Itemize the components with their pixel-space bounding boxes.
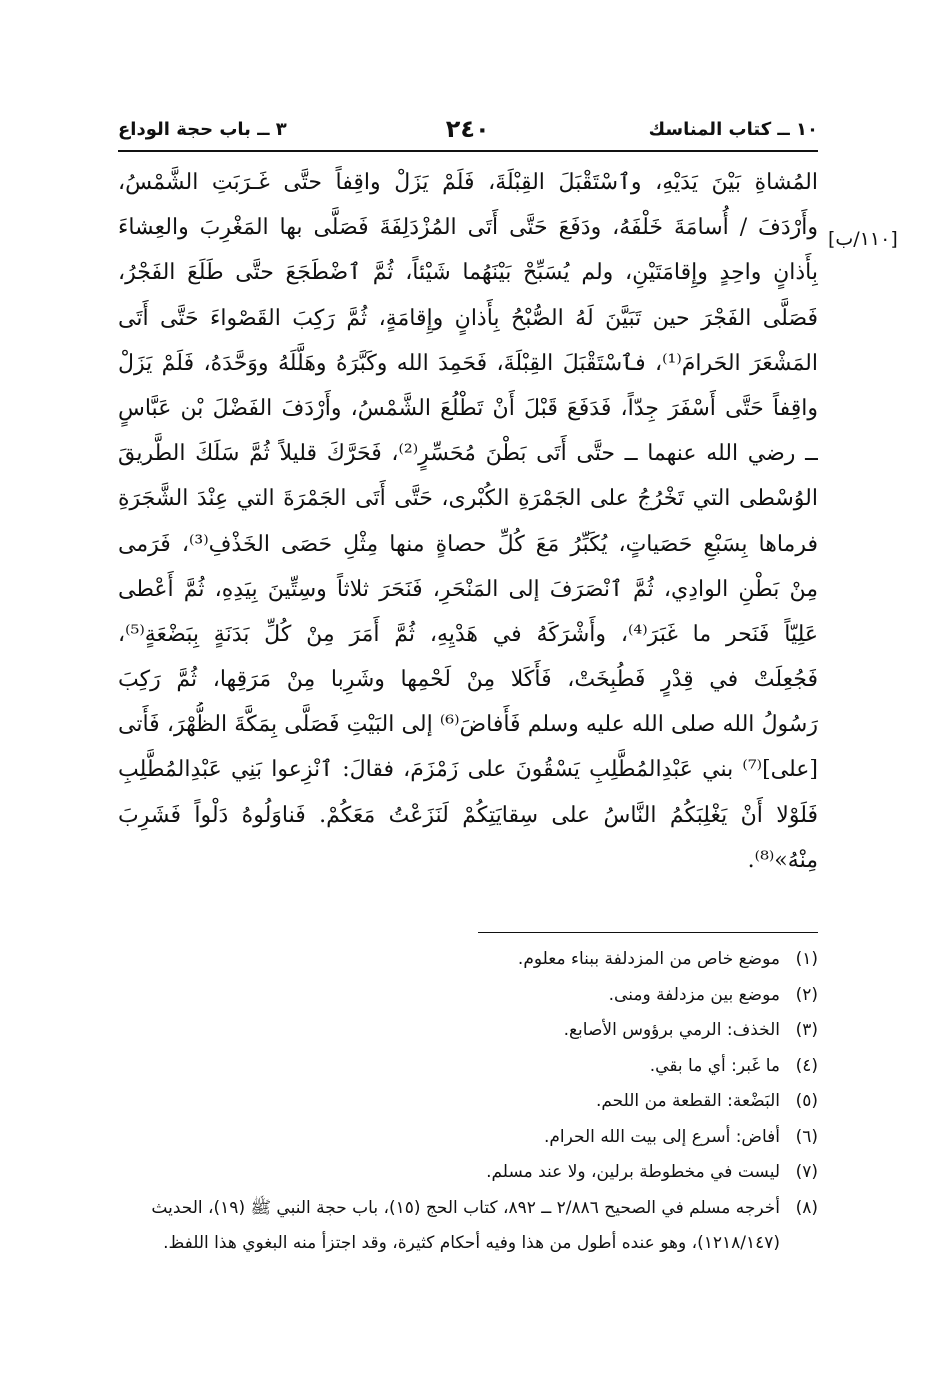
footnote (150, 1013, 818, 1049)
footnote-number: (١) (795, 949, 818, 969)
text-line: المُشاةِ بَيْنَ يَدَيْهِ، وٱسْتَقْبَلَ القِبْلَةَ، فَلَمْ يَزَلْ واقِفاً حتَّى غَـرَبَتِ الشَّمْسُ، (118, 170, 818, 195)
text-line: رَسُولُ الله صلى الله عليه وسلم فَأَفاضَ⁽⁶⁾ إلى البَيْتِ فَصَلَّى بِمَكَّةَ الظُّهْرَ، فَأَتى (118, 712, 818, 738)
manuscript-folio-note: [١١٠/ب] (828, 228, 898, 250)
text-line: فَلَوْلا أَنْ يَغْلِبَكُمُ النَّاسُ على سِقايَتِكُمْ لَنَزَعْتُ مَعَكُمْ. فَناوَلُوهُ دَلْواً فَشَرِبَ (118, 802, 818, 828)
text-line: [على]⁽⁷⁾ بني عَبْدِالمُطَّلِبِ يَسْقُونَ على زَمْزَمَ، فقالَ: ٱنْزِعوا بَنِي عَبْدِالمُطَّلِبِ (118, 757, 818, 783)
chapter-title: ١٠ ــ كتاب المناسك (648, 118, 818, 140)
footnote-number: (٨) (795, 1197, 818, 1218)
footnote (150, 1155, 818, 1191)
footnote-text: ليست في مخطوطة برلين، ولا عند مسلم. (486, 1162, 780, 1182)
footnote-number: (٣) (795, 1020, 818, 1040)
footnote (150, 1191, 818, 1262)
footnote-text: موضع خاص من المزدلفة ببناء معلوم. (517, 949, 780, 969)
running-header (118, 112, 818, 146)
text-line: ــ رضي الله عنهما ــ حتَّى أَتَى بَطْنَ مُحَسِّرٍ⁽²⁾، فَحَرَّكَ قليلاً ثُمَّ سَلَكَ الطَّريقَ (118, 441, 818, 467)
section-title: ٣ ــ باب حجة الوداع (118, 118, 287, 140)
footnotes (150, 942, 818, 1262)
footnote-text: ما غَبر: أي ما بقي. (649, 1055, 780, 1076)
page-number: ٢٤٠ (445, 115, 490, 143)
footnote-number: (٥) (795, 1091, 818, 1111)
text-line: فرماها بِسَبْعِ حَصَياتٍ، يُكَبِّرُ مَعَ كُلِّ حصاةٍ منها مِثْلِ حَصَى الخَذْفِ⁽³⁾، فَرَمى (118, 531, 818, 557)
footnote-text: الخذف: الرمي برؤوس الأصابع. (563, 1020, 780, 1040)
footnote (150, 1084, 818, 1120)
footnote-number: (٢) (795, 984, 818, 1005)
footnote (150, 978, 818, 1014)
footnote-number: (٤) (795, 1055, 818, 1076)
footnote-text: البَضْعة: القطعة من اللحم. (595, 1091, 780, 1111)
text-line: فَصَلَّى الفَجْرَ حين تَبَيَّنَ لَهُ الصُّبْحُ بِأَذانٍ وإِقامَةٍ، ثُمَّ رَكِبَ القَصْواءَ حَتَّى أَتَى (118, 305, 818, 331)
text-line: المَشْعَرَ الحَرامَ⁽¹⁾، فٱسْتَقْبَلَ القِبْلَةَ، فَحَمِدَ الله وكَبَّرَهُ وهَلَّلَهُ ووَحَّدَهُ، فَلَمْ يَزَلْ (118, 350, 818, 376)
footnote-text: أخرجه مسلم في الصحيح ٢/٨٨٦ ــ ٨٩٢، كتاب الحج (١٥)، باب حجة النبي ﷺ (١٩)، الحديث (١٢١٨/١٤٧)، وهو عنده أطول من هذا وفيه أحكام كثيرة، وقد اجتزأ منه البغوي هذا اللفظ. (151, 1197, 780, 1253)
footnote (150, 1120, 818, 1156)
footnote (150, 1049, 818, 1085)
footnote-text: أفاض: أسرع إلى بيت الله الحرام. (544, 1126, 780, 1147)
main-text (118, 160, 818, 883)
text-line: واقِفاً حَتَّى أَسْفَرَ جِدّاً، فَدَفَعَ قَبْلَ أَنْ تَطْلُعَ الشَّمْسُ، وأَرْدَفَ الفَضْلَ بْن عَبَّاسٍ (118, 395, 818, 421)
text-line: فَجُعِلَتْ في قِدْرٍ فَطُبِخَتْ، فَأَكَلا مِنْ لَحْمِها وشَرِبا مِنْ مَرَقِها، ثُمَّ رَكِبَ (118, 667, 818, 693)
text-line: بِأَذانٍ واحِدٍ وإِقامَتَيْنِ، ولم يُسَبِّحْ بَيْنَهُما شَيْئاً، ثُمَّ ٱضْطَجَعَ حتَّى طَلَعَ الفَجْرُ، (118, 260, 818, 286)
text-line: الوُسْطى التي تَخْرُجُ على الجَمْرَةِ الكُبْرى، حَتَّى أَتَى الجَمْرَةَ التي عِنْدَ الشَّجَرَةِ (118, 486, 818, 512)
text-line: عَلِيّاً فَنَحر ما غَبَرَ⁽⁴⁾، وأَشْرَكَهُ في هَدْيِهِ، ثُمَّ أَمَرَ مِنْ كُلِّ بَدَنَةٍ بِبَضْعَةٍ⁽⁵⁾، (118, 621, 818, 647)
header-rule (118, 150, 818, 152)
footnote-text: موضع بين مزدلفة ومنى. (608, 984, 780, 1005)
footnote-number: (٧) (795, 1162, 818, 1182)
text-line: وأَرْدَفَ / أُسامَةَ خَلْفَهُ، ودَفَعَ حَتَّى أَتَى المُزْدَلِفَةَ فَصَلَّى بها المَغْرِبَ والعِشاءَ (118, 215, 818, 241)
footnote-rule (478, 932, 818, 933)
footnote (150, 942, 818, 978)
footnote-number: (٦) (795, 1126, 818, 1147)
text-line: مِنْ بَطْنِ الوادِي، ثُمَّ ٱنْصَرَفَ إلى المَنْحَرِ، فَنَحَرَ ثلاثاً وسِتِّينَ بِيَدِهِ، ثُمَّ أَعْطى (118, 576, 818, 602)
text-line: مِنْهُ»⁽⁸⁾. (747, 847, 818, 873)
